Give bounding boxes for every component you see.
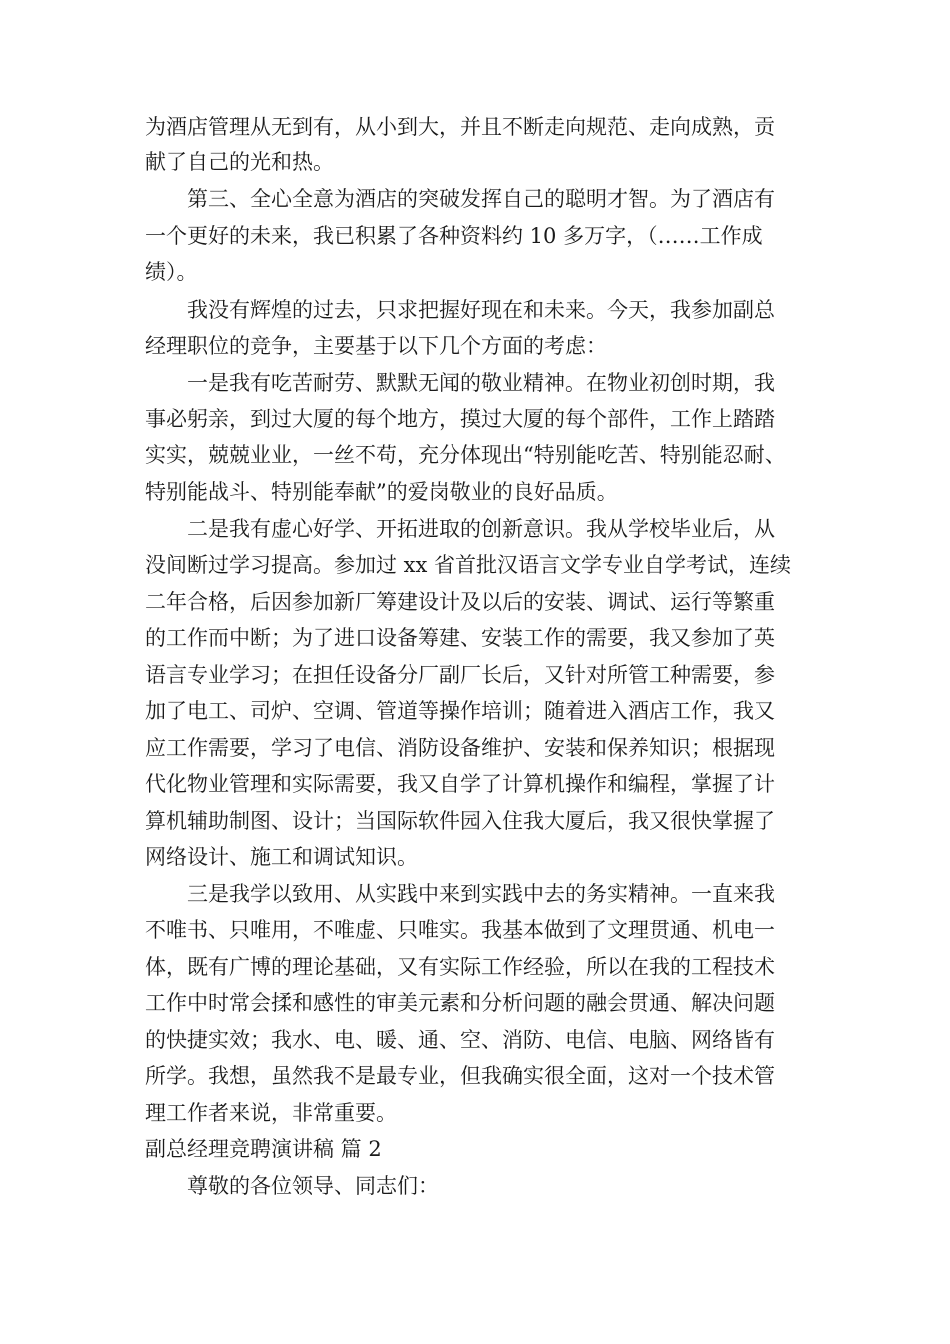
- text-line: 的工作而中断；为了进口设备筹建、安装工作的需要，我又参加了英: [145, 626, 775, 650]
- paragraph-start-line: 三是我学以致用、从实践中来到实践中去的务实精神。一直来我: [187, 882, 775, 906]
- text-line: 算机辅助制图、设计；当国际软件园入住我大厦后，我又很快掌握了: [145, 809, 775, 833]
- text-line: 理工作者来说，非常重要。: [145, 1101, 397, 1125]
- text-line: 二年合格，后因参加新厂筹建设计及以后的安装、调试、运行等繁重: [145, 590, 775, 614]
- text-line: 绩）。: [145, 260, 198, 284]
- text-line: 加了电工、司炉、空调、管道等操作培训；随着进入酒店工作，我又: [145, 699, 775, 723]
- text-line: 经理职位的竞争，主要基于以下几个方面的考虑：: [145, 334, 607, 358]
- text-line: 特别能战斗、特别能奉献”的爱岗敬业的良好品质。: [145, 480, 618, 504]
- text-line: 的快捷实效；我水、电、暖、通、空、消防、电信、电脑、网络皆有: [145, 1028, 775, 1052]
- salutation-line: 尊敬的各位领导、同志们：: [187, 1174, 439, 1198]
- text-line: 所学。我想，虽然我不是最专业，但我确实很全面，这对一个技术管: [145, 1064, 775, 1088]
- text-line: 没间断过学习提高。参加过 xx 省首批汉语言文学专业自学考试，连续: [145, 553, 792, 577]
- section-heading: 副总经理竞聘演讲稿 篇 2: [145, 1137, 382, 1161]
- text-line: 网络设计、施工和调试知识。: [145, 845, 418, 869]
- text-line: 献了自己的光和热。: [145, 150, 334, 174]
- text-line: 实实，兢兢业业，一丝不苟，充分体现出“特别能吃苦、特别能忍耐、: [145, 443, 786, 467]
- paragraph-start-line: 第三、全心全意为酒店的突破发挥自己的聪明才智。为了酒店有: [187, 187, 775, 211]
- text-line: 应工作需要，学习了电信、消防设备维护、安装和保养知识；根据现: [145, 736, 775, 760]
- paragraph-start-line: 二是我有虚心好学、开拓进取的创新意识。我从学校毕业后，从: [187, 517, 775, 541]
- text-line: 不唯书、只唯用，不唯虚、只唯实。我基本做到了文理贯通、机电一: [145, 918, 775, 942]
- paragraph-start-line: 一是我有吃苦耐劳、默默无闻的敬业精神。在物业初创时期，我: [187, 371, 775, 395]
- text-line: 事必躬亲，到过大厦的每个地方，摸过大厦的每个部件，工作上踏踏: [145, 407, 775, 431]
- text-line: 体，既有广博的理论基础，又有实际工作经验，所以在我的工程技术: [145, 955, 775, 979]
- text-line: 语言专业学习；在担任设备分厂副厂长后，又针对所管工种需要，参: [145, 663, 775, 687]
- text-line: 一个更好的未来，我已积累了各种资料约 10 多万字，（……工作成: [145, 224, 763, 248]
- text-line: 为酒店管理从无到有，从小到大，并且不断走向规范、走向成熟，贡: [145, 115, 775, 139]
- paragraph-start-line: 我没有辉煌的过去，只求把握好现在和未来。今天，我参加副总: [187, 298, 775, 322]
- text-line: 代化物业管理和实际需要，我又自学了计算机操作和编程，掌握了计: [145, 772, 775, 796]
- text-line: 工作中时常会揉和感性的审美元素和分析问题的融会贯通、解决问题: [145, 991, 775, 1015]
